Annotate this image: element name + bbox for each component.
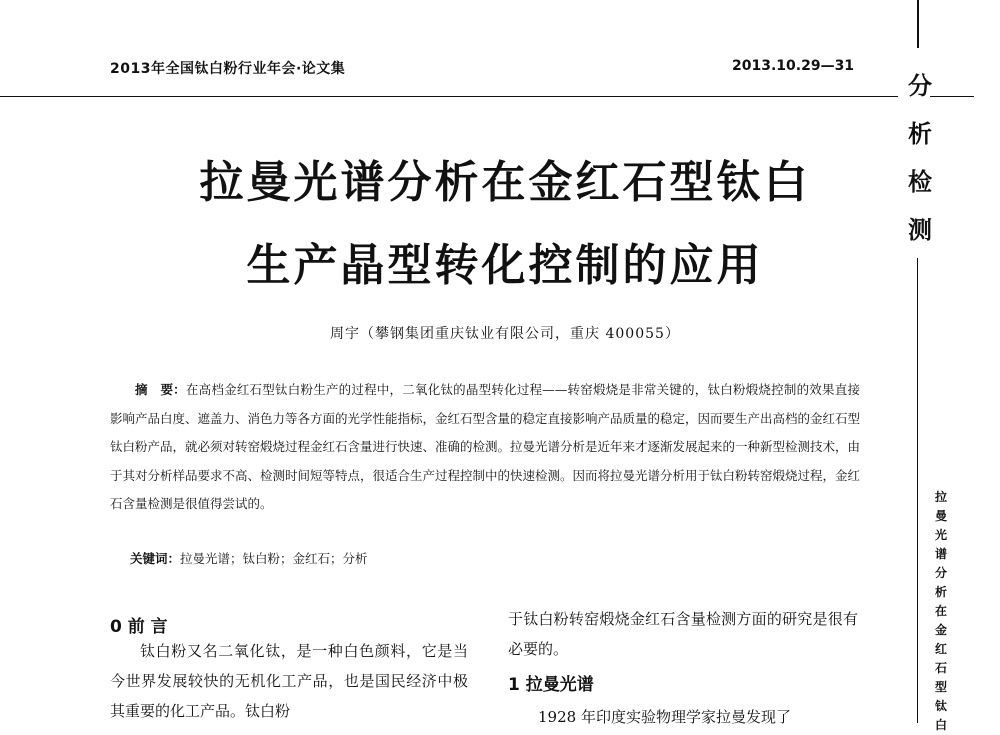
author-affiliation: 周宇（攀钢集团重庆钛业有限公司，重庆 400055）	[330, 326, 680, 342]
column-2-continued-text: 于钛白粉转窑煅烧金红石含量检测方面的研究是很有必要的。	[508, 610, 858, 658]
side-tab-char: 分	[908, 72, 932, 100]
side-tab-section-label	[898, 62, 942, 254]
keywords-text: 拉曼光谱；钛白粉；金红石；分析	[180, 551, 368, 566]
section-0-body: 钛白粉又名二氧化钛，是一种白色颜料，它是当今世界发展较快的无机化工产品，也是国民经济中极其重要的化工产品。钛白粉	[110, 642, 468, 720]
abstract-text: 在高档金红石型钛白粉生产的过程中，二氧化钛的晶型转化过程——转窑煅烧是非常关键的，钛白粉煅烧控制的效果直接影响产品白度、遮盖力、消色力等各方面的光学性能指标，金红石型含量的稳定直接影响产品质量的稳定，因而要生产出高档的金红石型钛白粉产品，就必须对转窑煅烧过程金红石含量进行快速、准确的检测。拉曼光谱分析是近年来才逐渐发展起来的一种新型检测技术，由于其对分析样品要求不高、检测时间短等特点，很适合生产过程控制中的快速检测。因而将拉曼光谱分析用于钛白粉转窑煅烧过程，金红石含量检测是很值得尝试的。	[110, 382, 861, 511]
paper-title-line-2: 生产晶型转化控制的应用	[246, 240, 764, 291]
keywords	[130, 549, 368, 567]
side-tab-char: 析	[908, 120, 932, 148]
running-title-char: 在	[934, 604, 947, 618]
running-title-vertical	[928, 488, 954, 735]
header-proceedings-title: 2013年全国钛白粉行业年会·论文集	[110, 61, 346, 77]
running-title-char: 钛	[934, 699, 947, 713]
section-1-body: 1928 年印度实验物理学家拉曼发现了	[538, 708, 791, 726]
running-title-char: 金	[934, 623, 947, 637]
running-title-char: 白	[934, 718, 947, 732]
section-1-heading: 1 拉曼光谱	[508, 675, 594, 695]
running-title-char: 曼	[934, 509, 947, 523]
running-title-char: 石	[934, 661, 947, 675]
side-tab-top-line	[917, 0, 919, 48]
running-title-char: 析	[934, 585, 947, 599]
keywords-label: 关键词：	[130, 551, 181, 566]
side-tab-char: 检	[908, 168, 932, 196]
header-rule	[0, 96, 898, 97]
running-title-char: 红	[934, 642, 947, 656]
side-tab-char: 测	[908, 216, 932, 244]
header-date: 2013.10.29—31	[732, 58, 855, 74]
abstract	[110, 376, 860, 519]
abstract-label: 摘 要：	[135, 382, 186, 397]
running-title-char: 型	[934, 680, 947, 694]
running-title-char: 拉	[934, 490, 947, 504]
side-vertical-rule	[917, 258, 918, 723]
section-0-heading: 0 前 言	[110, 617, 168, 637]
running-title-char: 光	[934, 528, 947, 542]
paper-title-line-1: 拉曼光谱分析在金红石型钛白	[199, 157, 811, 208]
running-title-char: 分	[934, 566, 947, 580]
running-title-char: 谱	[934, 547, 947, 561]
